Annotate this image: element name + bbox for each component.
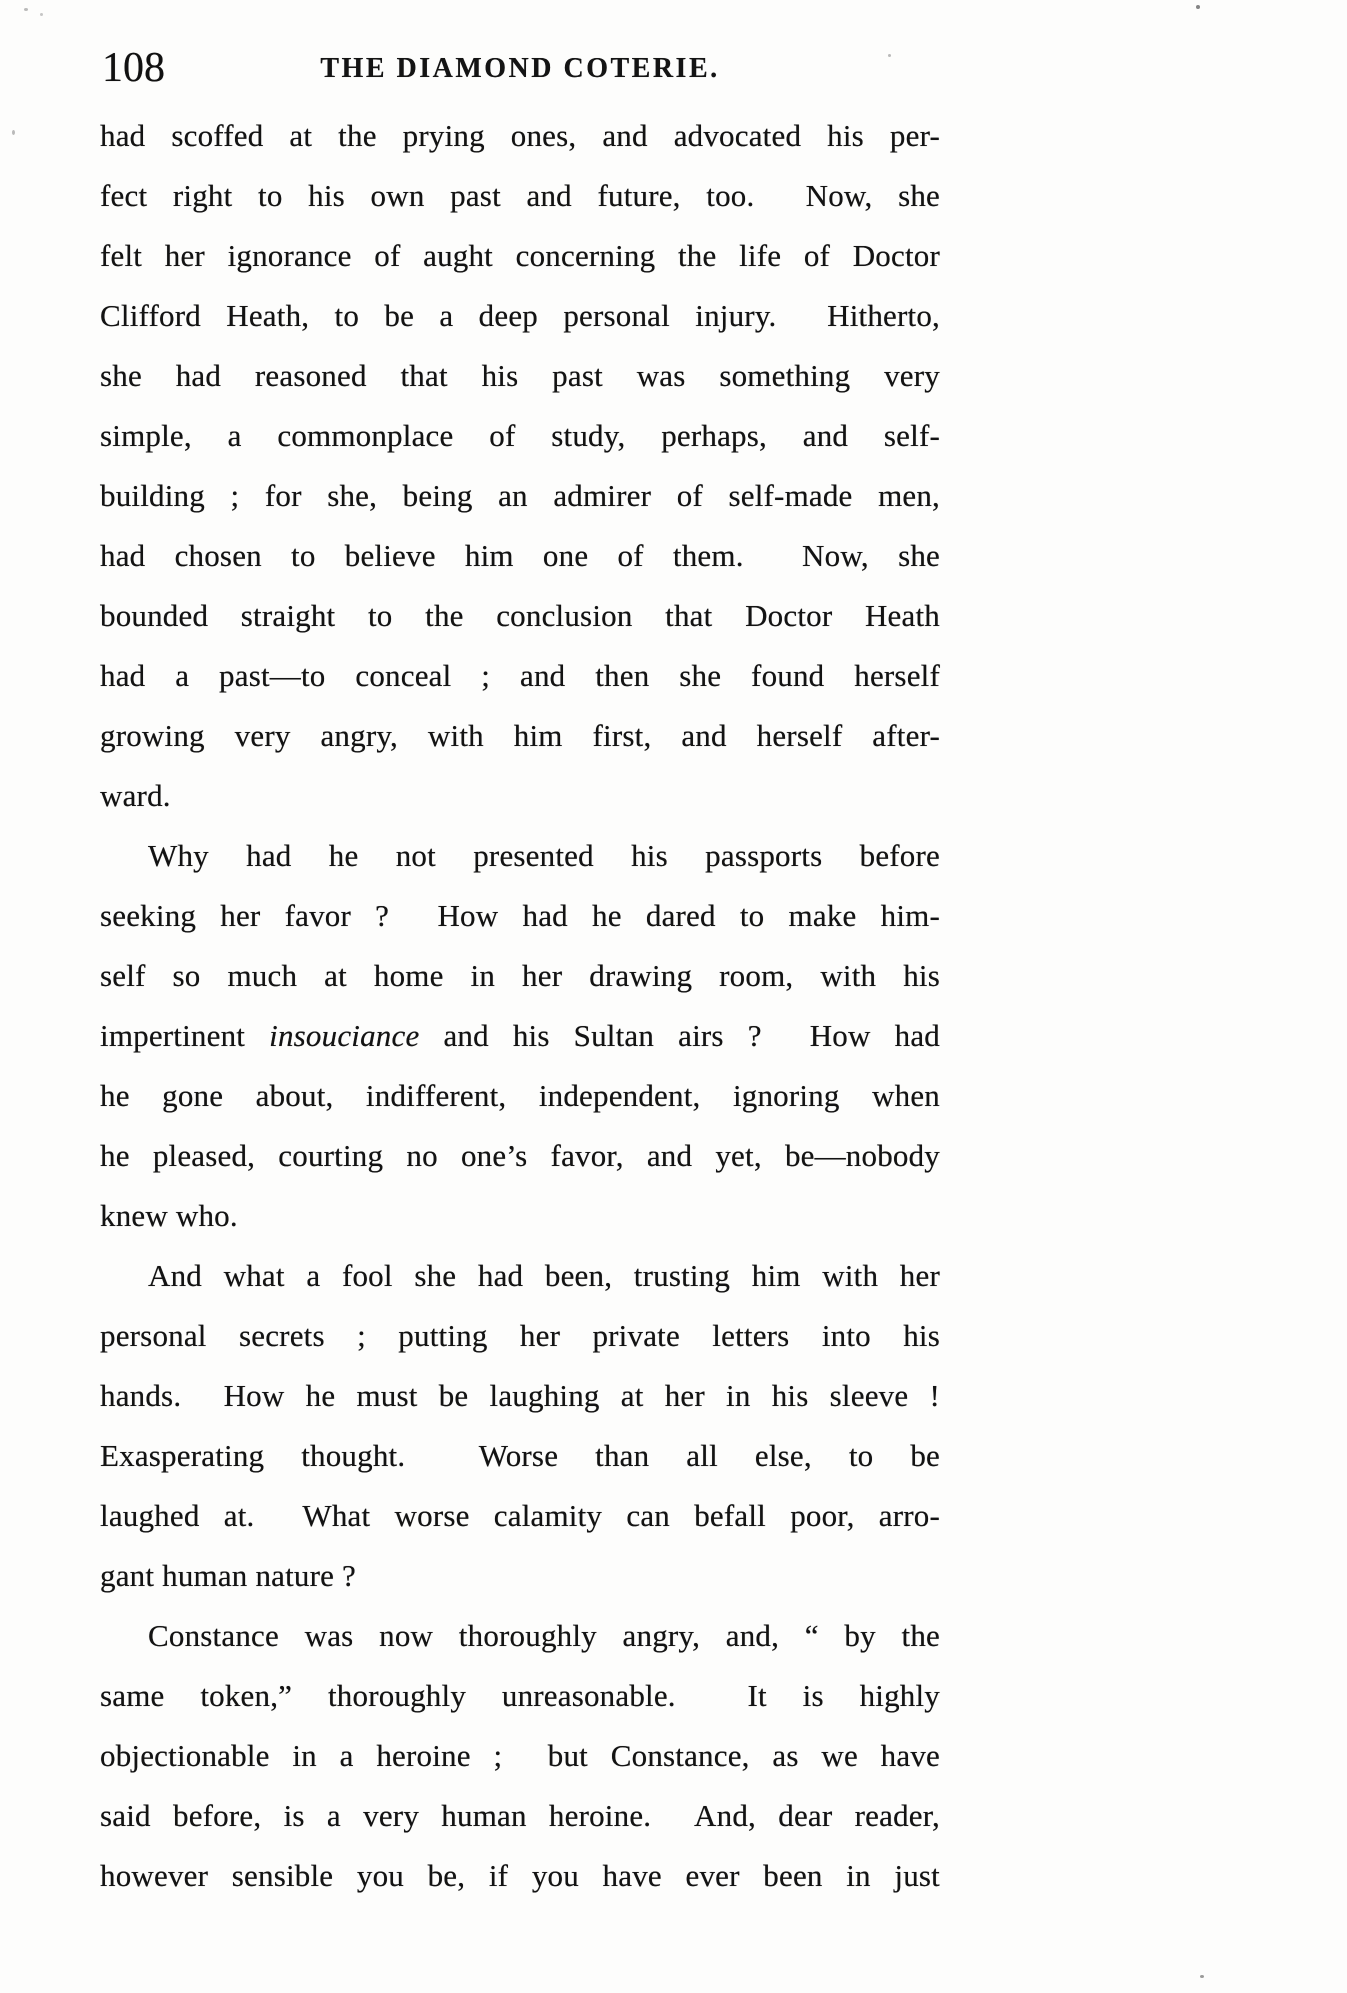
text-line: [100, 1126, 940, 1186]
paragraph: [100, 1246, 940, 1606]
paragraph: [100, 1606, 940, 1906]
text-segment: seeking her favor ? How had he dared to make him-: [100, 898, 940, 933]
page-header: [100, 46, 940, 90]
body-text: [100, 106, 940, 1906]
running-title: THE DIAMOND COTERIE.: [320, 53, 720, 84]
text-segment: same token,” thoroughly unreasonable. It is highly: [100, 1678, 940, 1713]
text-segment: hands. How he must be laughing at her in his sleeve !: [100, 1378, 940, 1413]
text-line: [100, 1366, 940, 1426]
text-line: [100, 1726, 940, 1786]
text-segment: And what a fool she had been, trusting him with her: [148, 1258, 940, 1293]
text-line: [100, 886, 940, 946]
text-segment: said before, is a very human heroine. And, dear reader,: [100, 1798, 940, 1833]
text-line: [100, 1486, 940, 1546]
text-segment: he gone about, indifferent, independent, ignoring when: [100, 1078, 940, 1113]
text-line: [100, 1666, 940, 1726]
text-segment: and his Sultan airs ? How had: [419, 1018, 940, 1053]
text-segment: bounded straight to the conclusion that Doctor Heath: [100, 598, 940, 633]
text-line: [100, 706, 940, 766]
text-segment: building ; for she, being an admirer of self-made men,: [100, 478, 940, 513]
text-segment: however sensible you be, if you have ever been in just: [100, 1858, 940, 1893]
text-segment: personal secrets ; putting her private letters into his: [100, 1318, 940, 1353]
text-line: [100, 766, 940, 826]
text-line: [100, 1786, 940, 1846]
text-line: [100, 166, 940, 226]
text-segment: Constance was now thoroughly angry, and, “ by the: [148, 1618, 940, 1653]
text-line: [100, 226, 940, 286]
scan-speck: [888, 54, 891, 57]
text-line: [100, 1006, 940, 1066]
paragraph: [100, 826, 940, 1246]
text-line: [100, 1546, 940, 1606]
text-segment: simple, a commonplace of study, perhaps, and self-: [100, 418, 940, 453]
text-line: [100, 1846, 940, 1906]
italic-text: insouciance: [269, 1018, 420, 1053]
text-segment: gant human nature ?: [100, 1558, 357, 1593]
scan-speck: [24, 8, 28, 11]
text-line: [100, 586, 940, 646]
text-segment: Clifford Heath, to be a deep personal injury. Hitherto,: [100, 298, 940, 333]
text-line: [100, 526, 940, 586]
text-segment: Exasperating thought. Worse than all else, to be: [100, 1438, 940, 1473]
text-line: [100, 946, 940, 1006]
text-segment: Why had he not presented his passports before: [148, 838, 940, 873]
text-line: [100, 1186, 940, 1246]
text-segment: impertinent: [100, 1018, 270, 1053]
scan-speck: [1196, 5, 1200, 9]
text-line: [100, 1306, 940, 1366]
text-segment: objectionable in a heroine ; but Constance, as we have: [100, 1738, 940, 1773]
text-segment: had a past—to conceal ; and then she found herself: [100, 658, 940, 693]
text-segment: he pleased, courting no one’s favor, and yet, be—nobody: [100, 1138, 940, 1173]
text-segment: self so much at home in her drawing room, with his: [100, 958, 940, 993]
text-segment: knew who.: [100, 1198, 238, 1233]
text-segment: growing very angry, with him first, and herself after-: [100, 718, 940, 753]
text-line: [100, 346, 940, 406]
scan-speck: [40, 13, 43, 16]
text-line: [100, 826, 940, 886]
text-line: [100, 1066, 940, 1126]
page-number: 108: [102, 45, 165, 91]
text-segment: laughed at. What worse calamity can befall poor, arro-: [100, 1498, 940, 1533]
text-segment: she had reasoned that his past was something very: [100, 358, 940, 393]
text-line: [100, 1246, 940, 1306]
text-segment: felt her ignorance of aught concerning the life of Doctor: [100, 238, 940, 273]
text-line: [100, 1606, 940, 1666]
text-line: [100, 646, 940, 706]
text-segment: fect right to his own past and future, too. Now, she: [100, 178, 940, 213]
text-line: [100, 406, 940, 466]
paragraph: [100, 106, 940, 826]
text-line: [100, 106, 940, 166]
text-line: [100, 286, 940, 346]
text-line: [100, 1426, 940, 1486]
text-segment: had chosen to believe him one of them. Now, she: [100, 538, 940, 573]
text-segment: had scoffed at the prying ones, and advocated his per-: [100, 118, 940, 153]
text-segment: ward.: [100, 778, 171, 813]
scan-speck: [1200, 1975, 1204, 1978]
scan-speck: [12, 130, 15, 135]
text-line: [100, 466, 940, 526]
